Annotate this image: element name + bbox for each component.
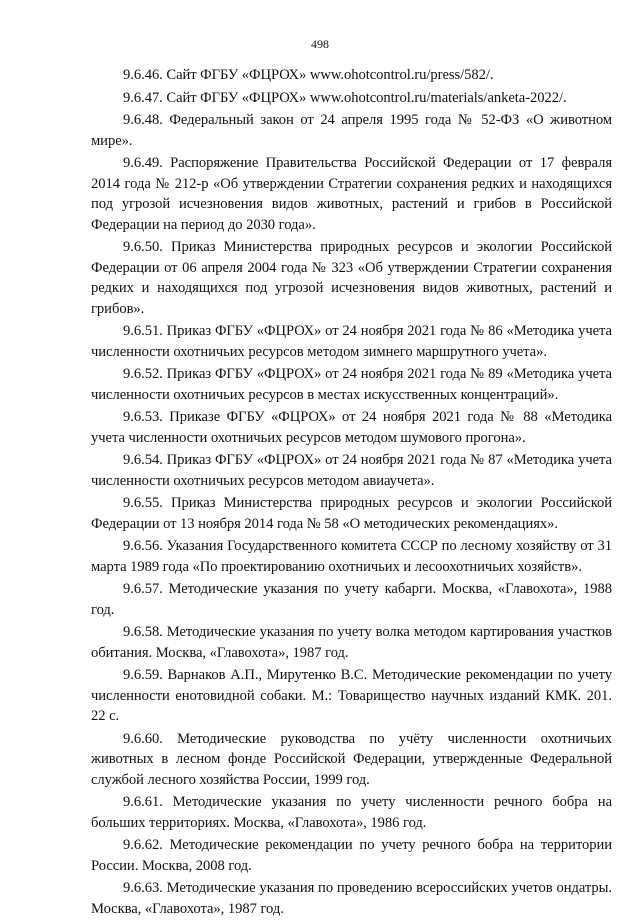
reference-item: 9.6.46. Сайт ФГБУ «ФЦРОХ» www.ohotcontrol.ru/press/582/. — [123, 67, 494, 83]
reference-item: 9.6.51. Приказ ФГБУ «ФЦРОХ» от 24 ноября 2021 года № 86 «Методика учета численности охотничьих ресурсов методом зимнего маршрутного учета». — [91, 323, 612, 360]
reference-list — [91, 65, 612, 921]
reference-item: 9.6.56. Указания Государственного комитета СССР по лесному хозяйству от 31 марта 1989 года «По проектированию охотничьих и лесоохотничьих хозяйств». — [91, 538, 612, 575]
reference-item: 9.6.59. Варнаков А.П., Мирутенко В.С. Методические рекомендации по учету численности енотовидной собаки. М.: Товарищество научных изданий КМК. 201. 22 с. — [91, 667, 612, 724]
reference-item: 9.6.62. Методические рекомендации по учету речного бобра на территории России. Москва, 2008 год. — [91, 837, 612, 874]
reference-item: 9.6.57. Методические указания по учету кабарги. Москва, «Главохота», 1988 год. — [91, 581, 612, 618]
reference-item: 9.6.60. Методические руководства по учёту численности охотничьих животных в лесном фонде Российской Федерации, утвержденные Федеральной службой лесного хозяйства России, 1999 год. — [91, 730, 612, 788]
reference-item: 9.6.61. Методические указания по учету численности речного бобра на больших территориях. Москва, «Главохота», 1986 год. — [91, 794, 612, 831]
reference-item: 9.6.53. Приказе ФГБУ «ФЦРОХ» от 24 ноября 2021 года № 88 «Методика учета численности охотничьих ресурсов методом шумового прогона». — [91, 409, 612, 446]
reference-item: 9.6.48. Федеральный закон от 24 апреля 1995 года № 52-ФЗ «О животном мире». — [91, 112, 612, 149]
reference-item: 9.6.55. Приказ Министерства природных ресурсов и экологии Российской Федерации от 13 ноября 2014 года № 58 «О методических рекомендациях». — [91, 495, 612, 532]
reference-item: 9.6.50. Приказ Министерства природных ресурсов и экологии Российской Федерации от 06 апреля 2004 года № 323 «Об утверждении Стратегии сохранения редких и находящихся под угрозой исчезновения видов животных, растений и грибов». — [91, 239, 612, 317]
reference-item: 9.6.47. Сайт ФГБУ «ФЦРОХ» www.ohotcontrol.ru/materials/anketa-2022/. — [123, 89, 567, 106]
reference-item: 9.6.63. Методические указания по проведению всероссийских учетов ондатры. Москва, «Главохота», 1987 год. — [91, 880, 612, 917]
reference-item: 9.6.54. Приказ ФГБУ «ФЦРОХ» от 24 ноября 2021 года № 87 «Методика учета численности охотничьих ресурсов методом авиаучета». — [91, 452, 612, 489]
reference-item: 9.6.52. Приказ ФГБУ «ФЦРОХ» от 24 ноября 2021 года № 89 «Методика учета численности охотничьих ресурсов в местах искусственных концентраций». — [91, 366, 612, 403]
reference-item: 9.6.49. Распоряжение Правительства Российской Федерации от 17 февраля 2014 года № 212-р «Об утверждении Стратегии сохранения редких и находящихся под угрозой исчезновения видов животных, растений и грибов в Российской Федерации на период до 2030 года». — [91, 155, 612, 233]
reference-item: 9.6.58. Методические указания по учету волка методом картирования участков обитания. Москва, «Главохота», 1987 год. — [91, 624, 612, 661]
page-number: 498 — [311, 37, 329, 51]
